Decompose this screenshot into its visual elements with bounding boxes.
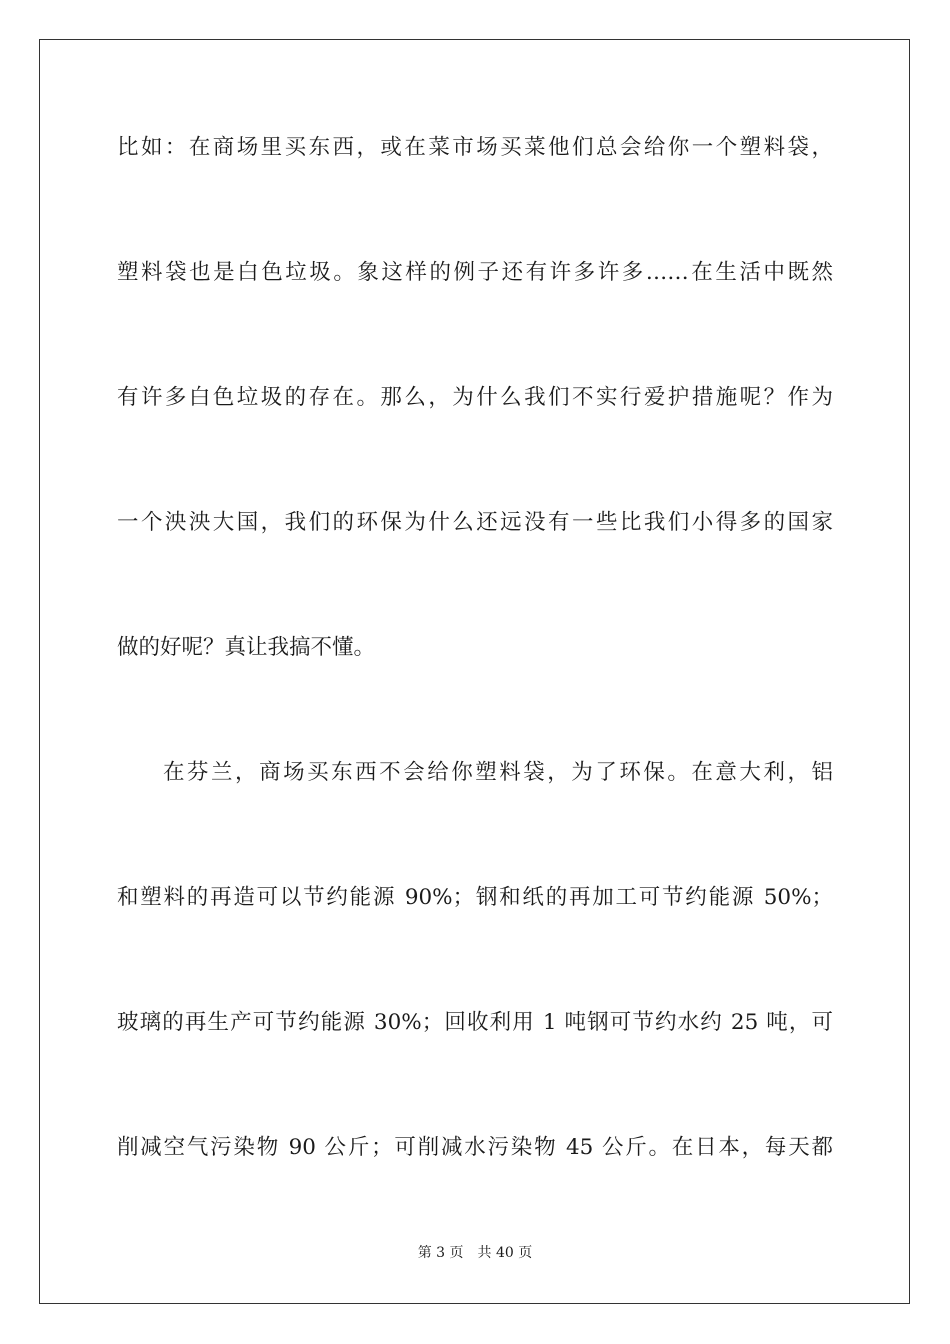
- paragraph-1-line-1: 比如：在商场里买东西，或在菜市场买菜他们总会给你一个塑料袋，: [117, 135, 833, 160]
- page-number: 第 3 页: [417, 1245, 464, 1261]
- paragraph-2-line-3: 玻璃的再生产可节约能源 30%；回收利用 1 吨钢可节约水约 25 吨，可: [117, 1010, 833, 1035]
- paragraph-1-line-5: 做的好呢？真让我搞不懂。: [117, 635, 376, 660]
- page-border: [39, 39, 910, 1304]
- total-pages: 共 40 页: [477, 1245, 533, 1261]
- page-footer: [0, 1244, 950, 1262]
- paragraph-2-line-1: 在芬兰，商场买东西不会给你塑料袋，为了环保。在意大利，铝: [163, 760, 833, 785]
- paragraph-1-line-4: 一个泱泱大国，我们的环保为什么还远没有一些比我们小得多的国家: [117, 510, 833, 535]
- paragraph-1-line-3: 有许多白色垃圾的存在。那么，为什么我们不实行爱护措施呢？作为: [117, 385, 833, 410]
- paragraph-2-line-2: 和塑料的再造可以节约能源 90%；钢和纸的再加工可节约能源 50%；: [117, 885, 833, 910]
- paragraph-1-line-2: 塑料袋也是白色垃圾。象这样的例子还有许多许多……在生活中既然: [117, 260, 833, 285]
- paragraph-2-line-4: 削减空气污染物 90 公斤；可削减水污染物 45 公斤。在日本，每天都: [117, 1135, 833, 1160]
